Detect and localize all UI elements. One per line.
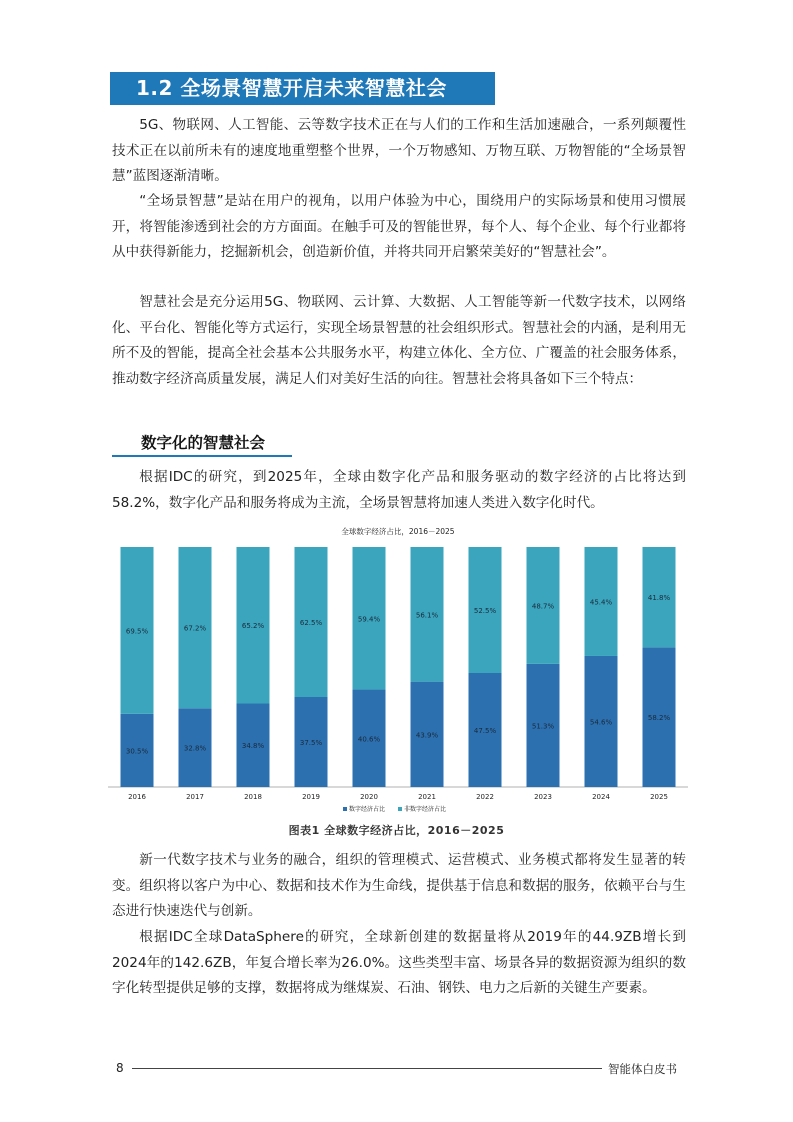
bar-label-non-digital-2017: 67.2% (183, 624, 207, 633)
bar-label-digital-2021: 43.9% (415, 731, 439, 740)
x-tick-label-2016: 2016 (128, 793, 146, 801)
x-tick-label-2017: 2017 (186, 793, 204, 801)
bar-label-digital-2025: 58.2% (647, 714, 671, 723)
bar-label-non-digital-2022: 52.5% (473, 607, 497, 615)
section-title-banner: 1.2 全场景智慧开启未来智慧社会 (110, 72, 495, 105)
x-tick-label-2022: 2022 (476, 793, 494, 801)
subsection-title: 数字化的智慧社会 (141, 434, 266, 452)
bar-label-digital-2024: 54.6% (589, 718, 613, 727)
bar-label-digital-2023: 51.3% (531, 722, 555, 731)
bar-label-non-digital-2023: 48.7% (531, 602, 555, 611)
legend-label-digital: 数字经济占比 (349, 806, 386, 813)
chart-title: 全球数字经济占比，2016－2025 (341, 527, 455, 536)
bar-label-non-digital-2025: 41.8% (647, 594, 671, 603)
bar-label-digital-2019: 37.5% (299, 739, 323, 747)
x-tick-label-2020: 2020 (360, 793, 378, 801)
bar-label-digital-2020: 40.6% (357, 735, 381, 744)
bar-label-digital-2022: 47.5% (473, 727, 497, 735)
legend-label-non-digital: 非数字经济占比 (404, 806, 447, 813)
footer-rule (132, 1068, 602, 1069)
x-tick-label-2023: 2023 (534, 793, 552, 801)
paragraph-datasphere: 根据IDC全球DataSphere的研究，全球新创建的数据量将从2019年的44.9ZB增长到2024年的142.6ZB，年复合增长率为26.0%。这些类型丰富、场景各异的数据资源为组织的数字化转型提供足够的支撑，数据将成为继煤炭、石油、钢铁、电力之后新的关键生产要素。 (112, 929, 686, 996)
x-tick-label-2019: 2019 (302, 793, 320, 801)
bar-label-non-digital-2021: 56.1% (415, 611, 439, 620)
x-tick-label-2021: 2021 (418, 793, 436, 801)
paragraph-intro: 5G、物联网、人工智能、云等数字技术正在与人们的工作和生活加速融合，一系列颠覆性技术正在以前所未有的速度地重塑整个世界，一个万物感知、万物互联、万物智能的“全场景智慧”蓝图逐渐清晰。 (112, 117, 686, 184)
footer-doc-title: 智能体白皮书 (608, 1062, 677, 1076)
legend-swatch-non-digital (398, 807, 402, 811)
x-tick-label-2018: 2018 (244, 793, 262, 801)
bar-label-non-digital-2019: 62.5% (299, 619, 323, 627)
figure-caption: 图表1 全球数字经济占比，2016－2025 (288, 824, 505, 837)
x-tick-label-2025: 2025 (650, 793, 668, 801)
bar-label-non-digital-2020: 59.4% (357, 615, 381, 624)
bar-label-non-digital-2024: 45.4% (589, 598, 613, 607)
bar-label-digital-2017: 32.8% (183, 744, 207, 753)
legend-swatch-digital (343, 807, 347, 811)
subsection-underline (112, 455, 292, 457)
x-tick-label-2024: 2024 (592, 793, 610, 801)
page-number: 8 (116, 1061, 124, 1075)
bar-label-non-digital-2016: 69.5% (125, 627, 149, 636)
bar-label-digital-2016: 30.5% (125, 747, 149, 756)
bar-label-digital-2018: 34.8% (241, 742, 265, 751)
paragraph-idc-digital-economy: 根据IDC的研究，到2025年，全球由数字化产品和服务驱动的数字经济的占比将达到58.2%，数字化产品和服务将成为主流，全场景智慧将加速人类进入数字化时代。 (112, 469, 686, 511)
stacked-bar-chart (108, 520, 688, 818)
paragraph-smart-society: 智慧社会是充分运用5G、物联网、云计算、大数据、人工智能等新一代数字技术，以网络化、平台化、智能化等方式运行，实现全场景智慧的社会组织形式。智慧社会的内涵，是利用无所不及的智能，提高全社会基本公共服务水平，构建立体化、全方位、广覆盖的社会服务体系，推动数字经济高质量发展，满足人们对美好生活的向往。智慧社会将具备如下三个特点： (112, 294, 686, 387)
paragraph-full-scenario: “全场景智慧”是站在用户的视角，以用户体验为中心，围绕用户的实际场景和使用习惯展开，将智能渗透到社会的方方面面。在触手可及的智能世界，每个人、每个企业、每个行业都将从中获得新能力，挖掘新机会，创造新价值，并将共同开启繁荣美好的“智慧社会”。 (112, 193, 686, 260)
bar-label-non-digital-2018: 65.2% (241, 622, 265, 631)
paragraph-digital-transformation: 新一代数字技术与业务的融合，组织的管理模式、运营模式、业务模式都将发生显著的转变。组织将以客户为中心、数据和技术作为生命线，提供基于信息和数据的服务，依赖平台与生态进行快速迭代与创新。 (112, 852, 686, 919)
